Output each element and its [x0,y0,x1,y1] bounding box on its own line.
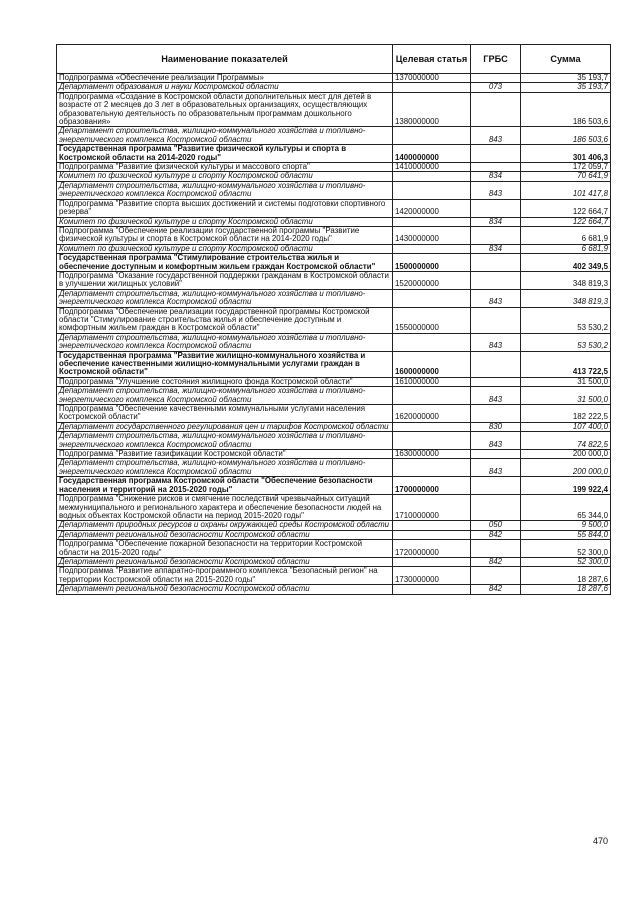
table-body [57,74,611,595]
row-target-code [393,172,471,181]
row-target-code: 1620000000 [393,405,471,423]
table-row [57,289,611,307]
row-grbs: 843 [471,459,521,477]
row-sum: 402 349,5 [521,254,611,272]
row-target-code [393,530,471,539]
row-grbs [471,145,521,163]
row-name: Подпрограмма «Обеспечение реализации Программы» [57,74,393,83]
row-name: Департамент государственного регулирования цен и тарифов Костромской области [57,422,393,431]
row-sum: 182 222,5 [521,405,611,423]
row-name: Департамент строительства, жилищно-коммунального хозяйства и топливно-энергетического комплекса Костромской области [57,181,393,199]
header-grbs: ГРБС [471,45,521,74]
table-row [57,244,611,253]
row-name: Государственная программа "Развитие физической культуры и спорта в Костромской области на 2014-2020 годы" [57,145,393,163]
row-target-code: 1550000000 [393,307,471,333]
table-row [57,585,611,594]
row-grbs [471,271,521,289]
row-name: Департамент строительства, жилищно-коммунального хозяйства и топливно-энергетического комплекса Костромской области [57,459,393,477]
table-row [57,181,611,199]
row-sum: 186 503,6 [521,92,611,127]
row-target-code: 1420000000 [393,199,471,217]
row-grbs [471,92,521,127]
row-grbs: 843 [471,432,521,450]
row-sum: 52 300,0 [521,540,611,558]
row-name: Государственная программа "Развитие жилищно-коммунального хозяйства и обеспечение качественными жилищно-коммунальными услугами граждан в Костромской области" [57,351,393,377]
row-grbs: 830 [471,422,521,431]
row-sum: 52 300,0 [521,557,611,566]
row-target-code: 1500000000 [393,254,471,272]
table-row [57,377,611,386]
row-grbs [471,226,521,244]
table-row [57,495,611,521]
row-grbs [471,540,521,558]
row-name: Подпрограмма "Обеспечение реализации государственной программы Костромской области "Стимулирование строительства жилья и обеспечение доступным и комфортным жильем граждан в Костромской области" [57,307,393,333]
row-target-code: 1380000000 [393,92,471,127]
row-grbs [471,495,521,521]
row-grbs: 843 [471,387,521,405]
table-row [57,271,611,289]
row-target-code [393,217,471,226]
row-sum: 6 681,9 [521,226,611,244]
table-row [57,540,611,558]
row-name: Комитет по физической культуре и спорту Костромской области [57,172,393,181]
row-target-code [393,422,471,431]
table-row [57,92,611,127]
row-sum: 348 819,3 [521,289,611,307]
table-row [57,217,611,226]
row-sum: 101 417,8 [521,181,611,199]
table-row [57,307,611,333]
table-row [57,254,611,272]
row-target-code [393,127,471,145]
page-number: 470 [592,836,608,846]
row-target-code [393,244,471,253]
row-target-code [393,432,471,450]
row-sum: 55 844,0 [521,530,611,539]
row-name: Департамент региональной безопасности Костромской области [57,530,393,539]
row-name: Подпрограмма "Снижение рисков и смягчение последствий чрезвычайных ситуаций межмуниципального и регионального характера и обеспечение безопасности людей на водных объектах Костромской области на период 2015-2020 годы" [57,495,393,521]
row-target-code: 1410000000 [393,163,471,172]
table-row [57,199,611,217]
row-sum: 9 500,0 [521,521,611,530]
row-name: Государственная программа "Стимулирование строительства жилья и обеспечение доступным и комфортным жильем граждан Костромской области" [57,254,393,272]
row-name: Департамент региональной безопасности Костромской области [57,585,393,594]
row-sum: 31 500,0 [521,387,611,405]
row-target-code [393,333,471,351]
row-sum: 35 193,7 [521,74,611,83]
table-row [57,477,611,495]
budget-table [56,44,611,595]
row-grbs [471,199,521,217]
row-name: Департамент строительства, жилищно-коммунального хозяйства и топливно-энергетического комплекса Костромской области [57,432,393,450]
row-name: Подпрограмма "Развитие газификации Костромской области" [57,450,393,459]
table-row [57,83,611,92]
header-name: Наименование показателей [57,45,393,74]
row-grbs [471,377,521,386]
row-name: Государственная программа Костромской области "Обеспечение безопасности населения и территорий на 2015-2020 годы" [57,477,393,495]
row-grbs [471,307,521,333]
row-sum: 107 400,0 [521,422,611,431]
row-sum: 18 287,6 [521,567,611,585]
row-grbs: 842 [471,557,521,566]
table-row [57,333,611,351]
row-sum: 200 000,0 [521,450,611,459]
header-code: Целевая статья [393,45,471,74]
row-target-code [393,459,471,477]
row-grbs: 842 [471,585,521,594]
row-grbs [471,450,521,459]
row-name: Подпрограмма "Обеспечение пожарной безопасности на территории Костромской области на 2015-2020 годы" [57,540,393,558]
row-sum: 35 193,7 [521,83,611,92]
row-name: Подпрограмма "Развитие физической культуры и массового спорта" [57,163,393,172]
row-sum: 200 000,0 [521,459,611,477]
row-target-code: 1720000000 [393,540,471,558]
row-name: Департамент природных ресурсов и охраны окружающей среды Костромской области [57,521,393,530]
row-target-code: 1710000000 [393,495,471,521]
row-target-code: 1370000000 [393,74,471,83]
row-grbs: 834 [471,172,521,181]
row-sum: 18 287,6 [521,585,611,594]
row-name: Подпрограмма "Улучшение состояния жилищного фонда Костромской области" [57,377,393,386]
row-grbs [471,254,521,272]
row-sum: 31 500,0 [521,377,611,386]
row-grbs: 843 [471,289,521,307]
row-target-code: 1610000000 [393,377,471,386]
row-grbs [471,351,521,377]
row-grbs: 050 [471,521,521,530]
row-name: Департамент строительства, жилищно-коммунального хозяйства и топливно-энергетического комплекса Костромской области [57,387,393,405]
row-target-code [393,289,471,307]
row-target-code [393,83,471,92]
row-name: Подпрограмма «Создание в Костромской области дополнительных мест для детей в возрасте от 2 месяцев до 3 лет в образовательных организациях, осуществляющих образовательную деятельность по образовательным программам дошкольного образования» [57,92,393,127]
row-sum: 172 059,7 [521,163,611,172]
table-row [57,405,611,423]
row-name: Департамент строительства, жилищно-коммунального хозяйства и топливно-энергетического комплекса Костромской области [57,289,393,307]
table-header-row [57,45,611,74]
row-grbs [471,567,521,585]
row-grbs: 843 [471,127,521,145]
table-row [57,567,611,585]
row-sum: 74 822,5 [521,432,611,450]
row-grbs: 073 [471,83,521,92]
row-name: Департамент образования и науки Костромской области [57,83,393,92]
table-row [57,450,611,459]
table-row [57,521,611,530]
row-grbs [471,477,521,495]
row-name: Департамент строительства, жилищно-коммунального хозяйства и топливно-энергетического комплекса Костромской области [57,127,393,145]
row-name: Комитет по физической культуре и спорту Костромской области [57,217,393,226]
table-row [57,127,611,145]
row-target-code: 1520000000 [393,271,471,289]
row-sum: 122 664,7 [521,217,611,226]
row-name: Подпрограмма "Обеспечение качественными коммунальными услугами населения Костромской области" [57,405,393,423]
row-sum: 413 722,5 [521,351,611,377]
header-sum: Сумма [521,45,611,74]
row-sum: 70 641,9 [521,172,611,181]
row-sum: 301 406,3 [521,145,611,163]
row-sum: 348 819,3 [521,271,611,289]
row-grbs [471,74,521,83]
row-name: Подпрограмма "Оказание государственной поддержки гражданам в Костромской области в улучшении жилищных условий" [57,271,393,289]
row-grbs: 834 [471,217,521,226]
row-target-code [393,557,471,566]
row-name: Департамент региональной безопасности Костромской области [57,557,393,566]
table-row [57,226,611,244]
row-grbs: 834 [471,244,521,253]
row-target-code: 1630000000 [393,450,471,459]
row-grbs: 842 [471,530,521,539]
table-row [57,145,611,163]
row-grbs: 843 [471,333,521,351]
table-row [57,557,611,566]
row-target-code: 1400000000 [393,145,471,163]
row-name: Подпрограмма "Обеспечение реализации государственной программы "Развитие физической культуры и спорта в Костромской области на 2014-2020 годы" [57,226,393,244]
table-row [57,172,611,181]
row-target-code [393,585,471,594]
row-grbs [471,163,521,172]
row-sum: 186 503,6 [521,127,611,145]
row-name: Подпрограмма "Развитие спорта высших достижений и системы подготовки спортивного резерва" [57,199,393,217]
row-sum: 199 922,4 [521,477,611,495]
row-grbs [471,405,521,423]
row-grbs: 843 [471,181,521,199]
table-row [57,74,611,83]
table-row [57,459,611,477]
row-name: Комитет по физической культуре и спорту Костромской области [57,244,393,253]
row-target-code: 1730000000 [393,567,471,585]
row-name: Подпрограмма "Развитие аппаратно-программного комплекса "Безопасный регион" на территории Костромской области на 2015-2020 годы" [57,567,393,585]
row-target-code [393,181,471,199]
table-row [57,432,611,450]
table-row [57,387,611,405]
row-sum: 53 530,2 [521,333,611,351]
row-sum: 53 530,2 [521,307,611,333]
row-target-code: 1600000000 [393,351,471,377]
row-sum: 122 664,7 [521,199,611,217]
row-target-code [393,521,471,530]
row-name: Департамент строительства, жилищно-коммунального хозяйства и топливно-энергетического комплекса Костромской области [57,333,393,351]
table-row [57,530,611,539]
table-row [57,163,611,172]
row-target-code: 1430000000 [393,226,471,244]
row-sum: 65 344,0 [521,495,611,521]
table-row [57,422,611,431]
row-target-code [393,387,471,405]
row-target-code: 1700000000 [393,477,471,495]
table-row [57,351,611,377]
row-sum: 6 681,9 [521,244,611,253]
